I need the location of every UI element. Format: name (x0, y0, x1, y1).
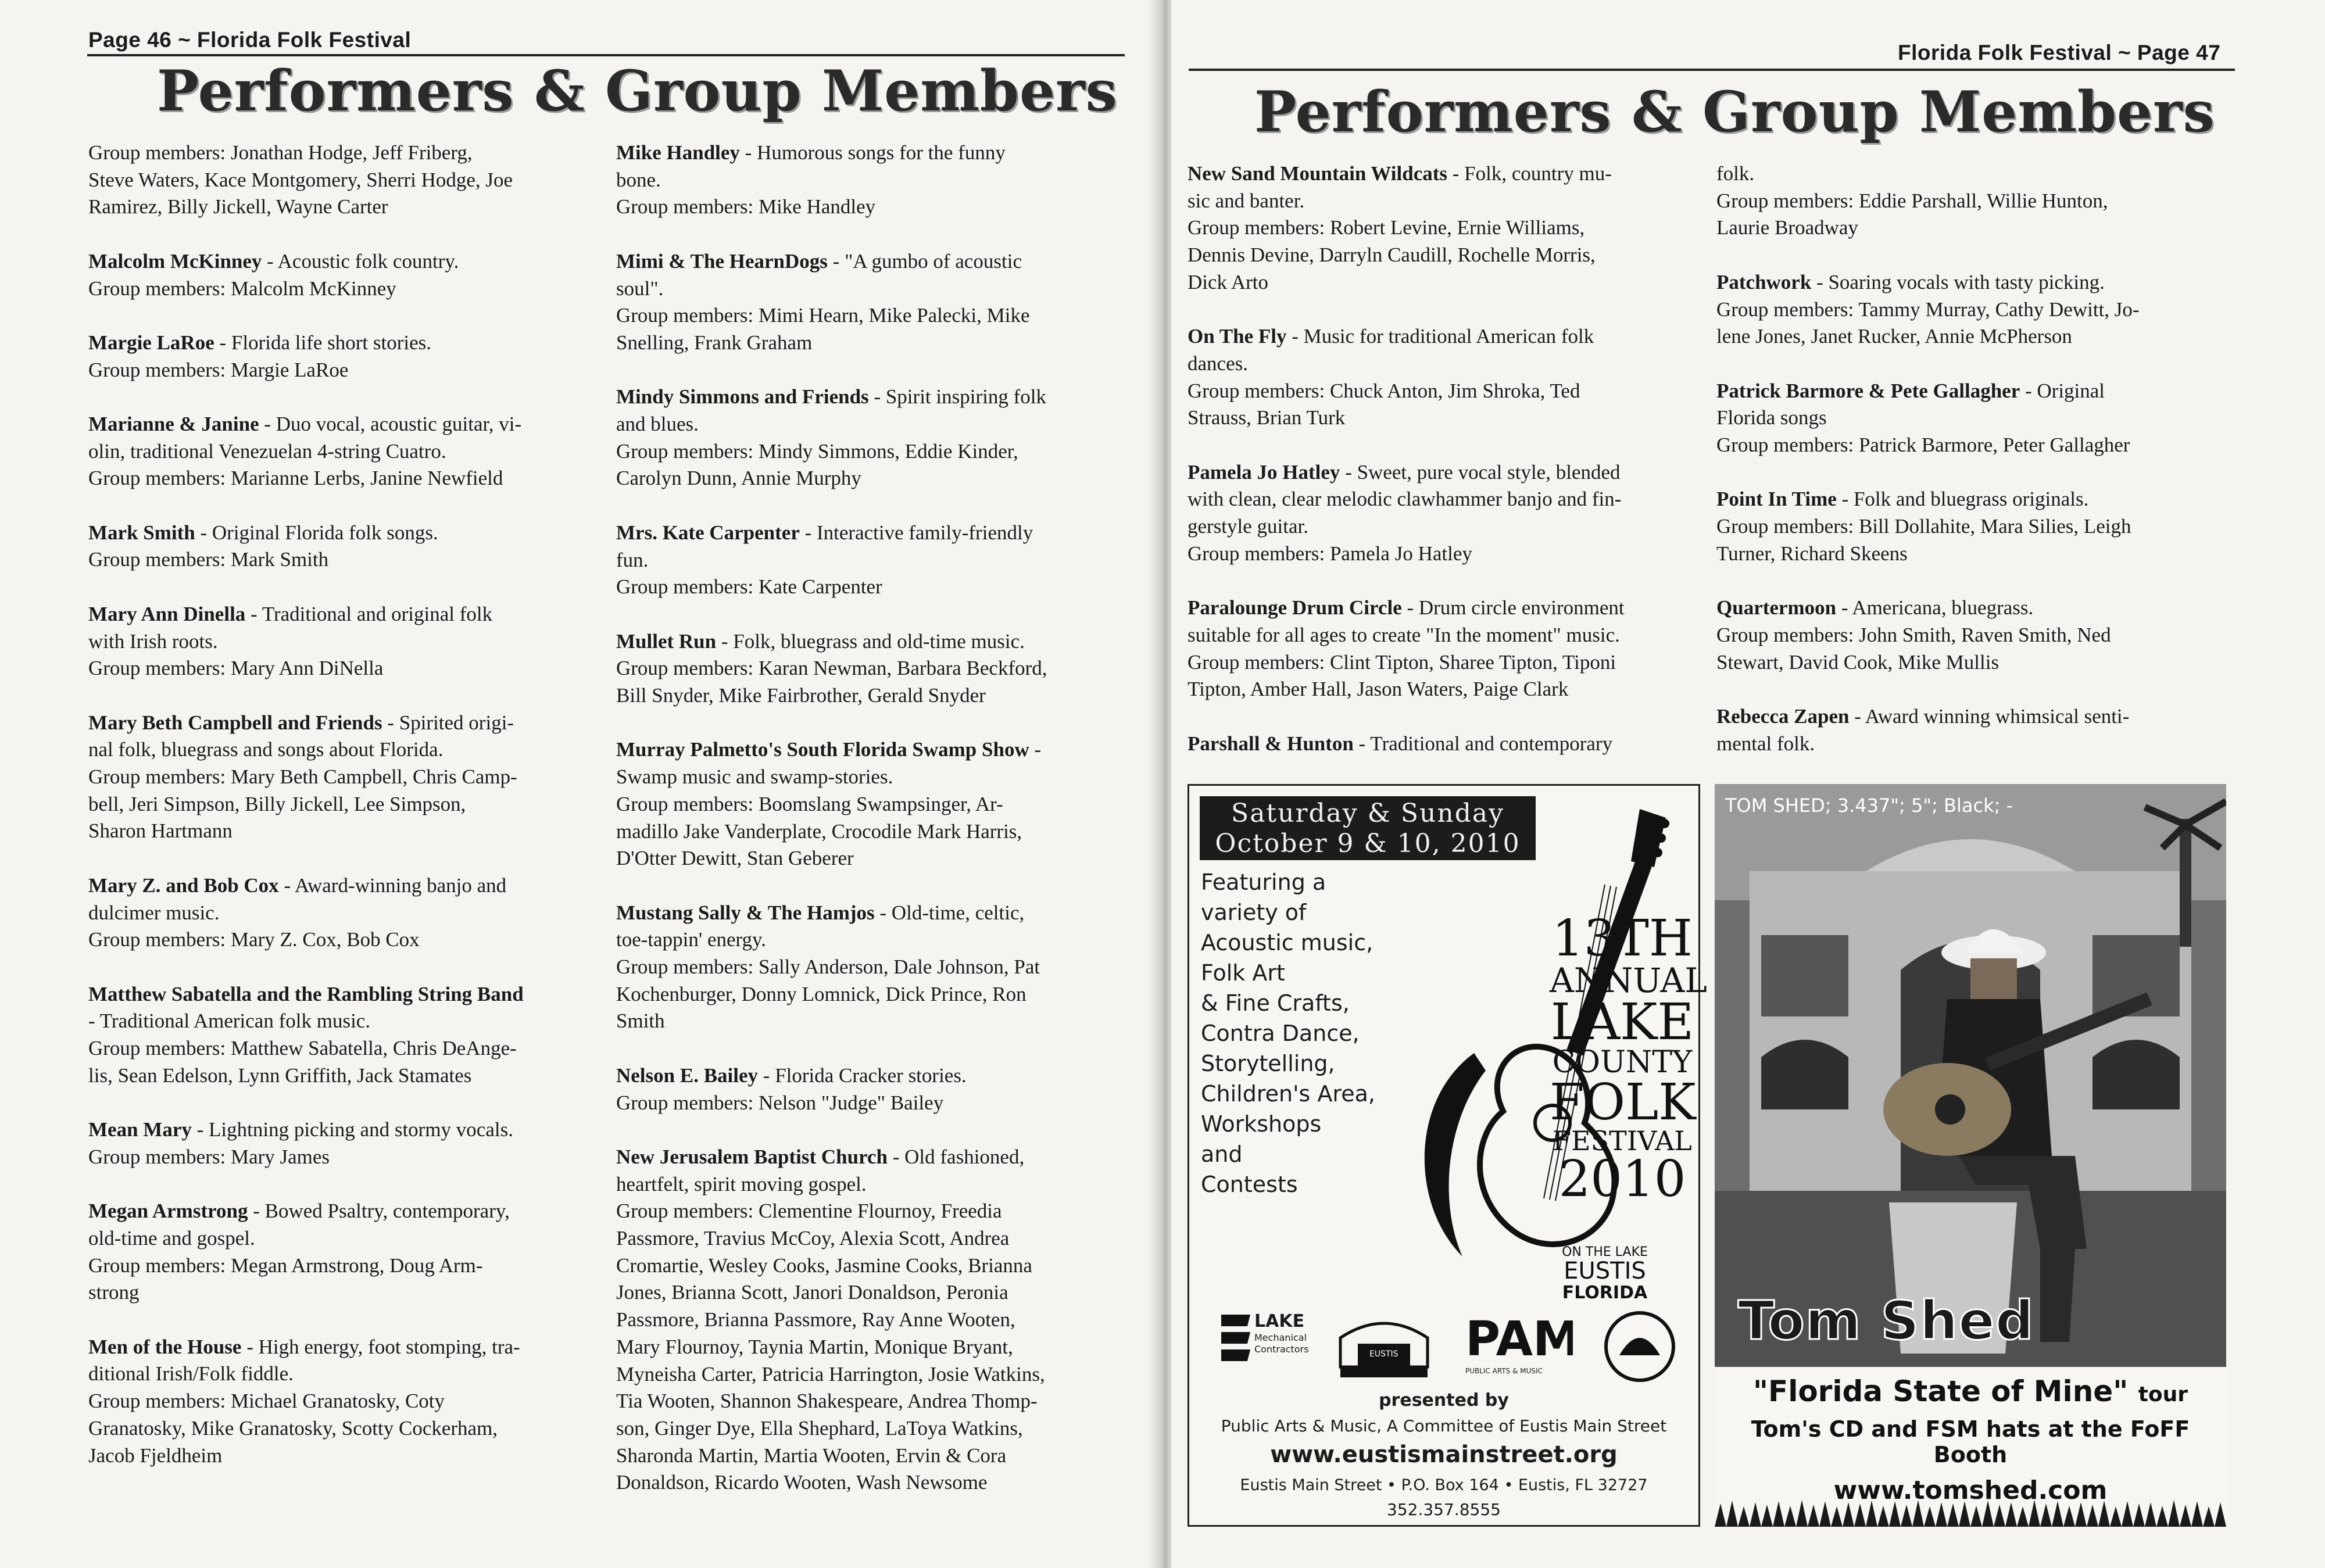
left-page (0, 0, 1160, 1568)
header-rule (87, 54, 1125, 56)
performer-description: - Humorous songs for the funny (739, 141, 1006, 164)
performer-entry (616, 1062, 1139, 1116)
performer-text-line: Group members: Sally Anderson, Dale Johnson, Pat (616, 955, 1040, 978)
performer-description: - Soaring vocals with tasty picking. (1811, 270, 2105, 293)
date-line-dates: October 9 & 10, 2010 (1215, 829, 1521, 858)
performer-text-line: D'Otter Dewitt, Stan Geberer (616, 847, 854, 870)
festival-location (1538, 1245, 1672, 1303)
performer-entry (88, 411, 600, 492)
feature-item: Folk Art (1201, 960, 1285, 986)
performer-heading-line (1716, 703, 2228, 731)
performer-heading-line (1187, 595, 1711, 622)
festival-folk: FOLK (1550, 1073, 1696, 1132)
performer-text-line: sic and banter. (1187, 189, 1305, 212)
performer-name: Mindy Simmons and Friends (616, 385, 869, 409)
tom-shed-website: www.tomshed.com (1833, 1476, 2108, 1505)
performer-heading-line (616, 1062, 1139, 1090)
feature-item: and (1201, 1141, 1243, 1167)
performer-name: Murray Palmetto's South Florida Swamp Show (616, 738, 1029, 761)
performer-description: - Traditional and original folk (245, 602, 493, 625)
performer-description: - Florida Cracker stories. (758, 1064, 967, 1087)
festival-name-block (1550, 910, 1707, 1208)
performer-entry (88, 248, 600, 302)
festival-county: COUNTY (1552, 1045, 1693, 1080)
performer-name: Patrick Barmore & Pete Gallagher (1716, 379, 2020, 402)
performer-text-line: Donaldson, Ricardo Wooten, Wash Newsome (616, 1471, 988, 1494)
performer-text-line: toe-tappin' energy. (616, 928, 767, 951)
performer-heading-line (88, 601, 600, 628)
festival-website: www.eustismainstreet.org (1270, 1441, 1618, 1468)
performer-text-line: dulcimer music. (88, 901, 220, 924)
performer-text-line: Laurie Broadway (1716, 216, 1858, 239)
performer-description: - Award-winning banjo and (278, 874, 507, 897)
performer-name: Matthew Sabatella and the Rambling String Band (88, 982, 524, 1005)
performer-description: - Old-time, celtic, (874, 901, 1025, 924)
performer-text-line: Sharon Hartmann (88, 819, 233, 843)
location-state: FLORIDA (1562, 1283, 1648, 1303)
performer-heading-line (88, 1116, 600, 1144)
performer-text-line: lene Jones, Janet Rucker, Annie McPherson (1716, 325, 2072, 348)
performer-heading-line (616, 1144, 1139, 1171)
performer-text-line: Sharonda Martin, Martia Wooten, Ervin & Cora (616, 1444, 1007, 1467)
performer-text-line: Carolyn Dunn, Annie Murphy (616, 467, 861, 490)
performer-text-line: Cromartie, Wesley Cooks, Jasmine Cooks, Brianna (616, 1254, 1032, 1277)
presenter-name: Public Arts & Music, A Committee of Eustis Main Street (1221, 1416, 1667, 1435)
performer-name: Patchwork (1716, 270, 1812, 293)
performer-description: - Florida life short stories. (214, 331, 432, 354)
performer-description: - Bowed Psaltry, contemporary, (248, 1200, 510, 1223)
performer-text-line: Tipton, Amber Hall, Jason Waters, Paige Clark (1187, 678, 1569, 701)
festival-festival: FESTIVAL (1553, 1125, 1692, 1157)
performer-text-line: Snelling, Frank Graham (616, 331, 813, 354)
feature-item: variety of (1201, 900, 1307, 925)
performer-text-line: with clean, clear melodic clawhammer banjo and fin- (1187, 488, 1622, 511)
performer-entry (616, 736, 1139, 872)
performer-entry (616, 139, 1139, 221)
performer-text-line: mental folk. (1716, 732, 1815, 755)
performer-heading-line (88, 872, 600, 900)
performer-entry (88, 520, 600, 574)
performer-text-line: Smith (616, 1009, 665, 1033)
performer-heading-line (88, 330, 600, 357)
performer-name: On The Fly (1187, 325, 1287, 348)
performer-heading-line (1187, 731, 1711, 758)
left-column-1 (88, 139, 600, 1497)
performer-text-line: Group members: Robert Levine, Ernie Williams, (1187, 216, 1585, 239)
date-line-days: Saturday & Sunday (1231, 799, 1504, 828)
performer-text-line: Passmore, Travius McCoy, Alexia Scott, Andrea (616, 1227, 1010, 1250)
right-column-1 (1187, 160, 1711, 785)
performer-text-line: madillo Jake Vanderplate, Crocodile Mark Harris, (616, 819, 1022, 843)
right-column-2 (1716, 160, 2228, 785)
performer-text-line: suitable for all ages to create "In the moment" music. (1187, 623, 1620, 646)
feature-item: Workshops (1201, 1111, 1322, 1137)
performer-text-line: nal folk, bluegrass and songs about Florida. (88, 738, 443, 761)
performer-name: Mrs. Kate Carpenter (616, 521, 800, 544)
ad-slug-text: TOM SHED; 3.437"; 5"; Black; - (1725, 794, 2013, 817)
performer-text-line: with Irish roots. (88, 629, 218, 653)
performer-description: - Traditional and contemporary (1353, 732, 1613, 755)
performer-description: - "A gumbo of acoustic (827, 249, 1022, 273)
performer-entry (1187, 160, 1711, 296)
performer-name: Mimi & The HearnDogs (616, 249, 828, 273)
performer-text-line: Turner, Richard Skeens (1716, 542, 1908, 565)
performer-heading-line (616, 520, 1139, 547)
tom-shed-tagline-block (1715, 1371, 2226, 1505)
page-title: Performers & Group Members (157, 58, 1118, 124)
performer-text-line: Mary Flournoy, Taynia Martin, Monique Bryant, (616, 1335, 1013, 1358)
performer-heading-line (616, 139, 1139, 167)
performer-text-line: Group members: Mary James (88, 1145, 330, 1168)
performer-name: Mullet Run (616, 629, 717, 653)
eustis-theater-logo: EUSTIS (1335, 1309, 1433, 1384)
festival-features-list (1201, 867, 1393, 1200)
performer-description: - Duo vocal, acoustic guitar, vi- (259, 412, 522, 435)
performer-name: Pamela Jo Hatley (1187, 460, 1340, 484)
performer-text-line: Group members: Eddie Parshall, Willie Hunton, (1716, 189, 2108, 212)
performer-text-line: folk. (1716, 162, 1755, 185)
performer-text-line: strong (88, 1281, 140, 1304)
performer-heading-line (88, 1198, 600, 1225)
performer-text-line: Group members: Karan Newman, Barbara Beckford, (616, 657, 1047, 680)
performer-text-line: Group members: Marianne Lerbs, Janine Newfield (88, 467, 503, 490)
performer-entry (1716, 160, 2228, 242)
feature-item: Contests (1201, 1172, 1298, 1197)
performer-entry (1716, 486, 2228, 567)
performer-text-line: Myneisha Carter, Patricia Harrington, Josie Watkins, (616, 1362, 1045, 1386)
tom-shed-name: Tom Shed (1738, 1290, 2034, 1352)
performer-entry (1716, 269, 2228, 350)
festival-year: 2010 (1558, 1150, 1686, 1208)
performer-entry (88, 981, 600, 1090)
performer-text-line: Stewart, David Cook, Mike Mullis (1716, 650, 2000, 674)
performer-name: New Sand Mountain Wildcats (1187, 162, 1448, 185)
performer-description: - Interactive family-friendly (799, 521, 1033, 544)
festival-annual: ANNUAL (1550, 961, 1707, 1000)
performer-text-line: Dennis Devine, Darryln Caudill, Rochelle Morris, (1187, 244, 1596, 267)
performer-heading-line (616, 384, 1139, 411)
performer-text-line: - Traditional American folk music. (88, 1009, 371, 1033)
performer-text-line: heartfelt, spirit moving gospel. (616, 1172, 867, 1195)
performer-heading-line (616, 900, 1139, 927)
performer-entry (616, 1144, 1139, 1497)
performer-description: - Folk, country mu- (1447, 162, 1612, 185)
svg-text:PAM: PAM (1465, 1312, 1573, 1367)
performer-text-line: Tia Wooten, Shannon Shakespeare, Andrea Thomp- (616, 1390, 1038, 1413)
performer-text-line: olin, traditional Venezuelan 4-string Cuatro. (88, 439, 446, 463)
performer-text-line: Dick Arto (1187, 270, 1269, 293)
performer-entry (88, 710, 600, 846)
performer-text-line: Group members: Mindy Simmons, Eddie Kinder, (616, 439, 1018, 463)
performer-text-line: dances. (1187, 352, 1248, 375)
performer-name: Mean Mary (88, 1118, 192, 1141)
performer-text-line: Group members: Nelson "Judge" Bailey (616, 1091, 944, 1114)
performer-text-line: Group members: Boomslang Swampsinger, Ar- (616, 792, 1003, 815)
performer-entry (616, 520, 1139, 601)
performer-heading-line (1716, 486, 2228, 513)
performer-text-line: son, Ginger Dye, Ella Shephard, LaToya Watkins, (616, 1416, 1023, 1440)
feature-item: Children's Area, (1201, 1081, 1375, 1107)
performer-entry (616, 384, 1139, 492)
performer-text-line: Group members: Megan Armstrong, Doug Arm- (88, 1254, 483, 1277)
performer-description: - Drum circle environment (1401, 596, 1625, 620)
performer-text-line: Group members: Mike Handley (616, 195, 876, 219)
performer-description: - (1029, 738, 1042, 761)
performer-entry (616, 900, 1139, 1036)
left-column-2 (616, 139, 1139, 1524)
performer-description: - Old fashioned, (887, 1145, 1025, 1168)
performer-entry (88, 1198, 600, 1306)
performer-text-line: Jones, Brianna Scott, Janori Donaldson, Peronia (616, 1281, 1008, 1304)
performer-text-line: old-time and gospel. (88, 1226, 255, 1250)
presented-by-label: presented by (1379, 1390, 1509, 1411)
performer-text-line: Group members: Clint Tipton, Sharee Tipton, Tiponi (1187, 650, 1616, 674)
performer-description: - Lightning picking and stormy vocals. (191, 1118, 513, 1141)
performer-heading-line (1716, 269, 2228, 296)
performer-heading-line (616, 248, 1139, 275)
performer-description: - Sweet, pure vocal style, blended (1340, 460, 1621, 484)
performer-description: - Acoustic folk country. (262, 249, 459, 273)
performer-text-line: lis, Sean Edelson, Lynn Griffith, Jack Stamates (88, 1064, 472, 1087)
performer-description: - Folk and bluegrass originals. (1836, 488, 2089, 511)
performer-entry (1187, 323, 1711, 432)
performer-name: Megan Armstrong (88, 1200, 248, 1223)
performer-text-line: Group members: Margie LaRoe (88, 358, 349, 381)
performer-heading-line (88, 710, 600, 737)
sponsor-logos (1218, 1309, 1677, 1384)
performer-name: Mary Beth Campbell and Friends (88, 711, 382, 734)
public-arts-music-logo: PAM PUBLIC ARTS & MUSIC (1462, 1309, 1573, 1384)
performer-name: Nelson E. Bailey (616, 1064, 759, 1087)
performer-text-line: Kochenburger, Donny Lomnick, Dick Prince, Ron (616, 982, 1026, 1005)
performer-name: Margie LaRoe (88, 331, 214, 354)
performer-text-line: and blues. (616, 413, 699, 435)
presented-by-block (1189, 1390, 1698, 1519)
performer-heading-line (88, 520, 600, 547)
feature-item: Contra Dance, (1201, 1021, 1360, 1046)
feature-item: Featuring a (1201, 869, 1326, 895)
performer-description: - Folk, bluegrass and old-time music. (716, 629, 1025, 653)
performer-heading-line (616, 628, 1139, 656)
performer-text-line: Ramirez, Billy Jickell, Wayne Carter (88, 195, 388, 219)
performer-heading-line (616, 736, 1139, 764)
performer-description: - Music for traditional American folk (1286, 325, 1594, 348)
page-title: Performers & Group Members (1254, 79, 2215, 145)
performer-description: - High energy, foot stomping, tra- (241, 1335, 520, 1358)
performer-name: Men of the House (88, 1335, 242, 1358)
performer-text-line: Bill Snyder, Mike Fairbrother, Gerald Snyder (616, 684, 986, 707)
performer-entry (88, 872, 600, 954)
performer-text-line: gerstyle guitar. (1187, 515, 1309, 538)
performer-text-line: Florida songs (1716, 406, 1827, 429)
performer-text-line: Group members: Mimi Hearn, Mike Palecki, Mike (616, 304, 1030, 327)
performer-entry (616, 628, 1139, 710)
running-head: Page 46 ~ Florida Folk Festival (88, 28, 412, 52)
performer-name: Point In Time (1716, 488, 1837, 511)
performer-description: - Original (2020, 379, 2105, 402)
performer-text-line: Group members: Clementine Flournoy, Freedia (616, 1200, 1002, 1223)
performer-name: Mary Ann Dinella (88, 602, 246, 625)
performer-text-line: Group members: Tammy Murray, Cathy Dewitt, Jo- (1716, 298, 2140, 321)
performer-entry (1187, 459, 1711, 568)
performer-text-line: Group members: Pamela Jo Hatley (1187, 542, 1472, 565)
performer-text-line: Group members: Michael Granatosky, Coty (88, 1390, 445, 1413)
performer-entry (1187, 595, 1711, 703)
location-city: EUSTIS (1564, 1258, 1646, 1284)
performer-text-line: soul". (616, 277, 664, 300)
feature-item: & Fine Crafts, (1201, 990, 1350, 1016)
performer-text-line: Group members: Chuck Anton, Jim Shroka, Ted (1187, 379, 1580, 402)
performer-text-line: Group members: Mary Ann DiNella (88, 657, 384, 680)
lake-mechanical-logo: LAKE Mechanical Contractors (1218, 1309, 1311, 1384)
performer-text-line: Group members: John Smith, Raven Smith, Ned (1716, 623, 2111, 646)
performer-text-line: Group members: Patrick Barmore, Peter Gallagher (1716, 434, 2130, 456)
feature-item: Storytelling, (1201, 1051, 1335, 1076)
performer-description: - Original Florida folk songs. (195, 521, 438, 544)
performer-text-line: bone. (616, 168, 661, 191)
performer-text-line: Steve Waters, Kace Montgomery, Sherri Hodge, Joe (88, 168, 513, 191)
performer-text-line: Strauss, Brian Turk (1187, 406, 1346, 429)
cd-hats-line: Tom's CD and FSM hats at the FoFF Booth (1751, 1416, 2190, 1467)
performer-text-line: Passmore, Brianna Passmore, Ray Anne Wooten, (616, 1308, 1015, 1331)
performer-text-line: ditional Irish/Folk fiddle. (88, 1362, 294, 1386)
performer-heading-line (1716, 595, 2228, 622)
performer-description: - Spirit inspiring folk (868, 385, 1046, 409)
performer-heading-line (1716, 378, 2228, 405)
performer-entry (88, 601, 600, 682)
performer-heading-line (88, 981, 600, 1008)
performer-text-line: Group members: Malcolm McKinney (88, 277, 396, 300)
festival-edition: 13TH (1552, 910, 1693, 968)
performer-name: New Jerusalem Baptist Church (616, 1145, 888, 1168)
feature-item: Acoustic music, (1201, 930, 1373, 955)
performer-text-line: Group members: Mary Beth Campbell, Chris Camp- (88, 765, 517, 789)
performer-heading-line (88, 248, 600, 275)
performer-name: Quartermoon (1716, 596, 1837, 620)
performer-entry (1716, 378, 2228, 459)
performer-entry (88, 330, 600, 384)
tagline-main: "Florida State of Mine" (1752, 1374, 2129, 1408)
performer-text-line: Group members: Mark Smith (88, 548, 329, 571)
performer-name: Mike Handley (616, 141, 740, 164)
performer-entry (616, 248, 1139, 357)
location-small: ON THE LAKE (1562, 1245, 1648, 1259)
festival-lake: LAKE (1550, 993, 1694, 1051)
running-head: Florida Folk Festival ~ Page 47 (1898, 41, 2221, 65)
performer-text-line: Group members: Mary Z. Cox, Bob Cox (88, 928, 420, 951)
performer-entry (88, 1116, 600, 1170)
eustis-seal-logo (1602, 1309, 1677, 1384)
performer-entry (1187, 731, 1711, 758)
performer-name: Marianne & Janine (88, 412, 259, 435)
performer-text-line: fun. (616, 548, 649, 571)
performer-text-line: Group members: Matthew Sabatella, Chris DeAnge- (88, 1037, 517, 1060)
grass-border (1715, 1498, 2226, 1527)
performer-text-line: Group members: Jonathan Hodge, Jeff Friberg, (88, 141, 473, 164)
performer-heading-line (88, 411, 600, 438)
performer-text-line: Group members: Bill Dollahite, Mara Silies, Leigh (1716, 515, 2131, 538)
tom-shed-photo (1715, 784, 2226, 1367)
performer-entry (1716, 595, 2228, 676)
performer-entry (1716, 703, 2228, 757)
performer-name: Rebecca Zapen (1716, 704, 1850, 728)
performer-entry (88, 139, 600, 221)
festival-address: Eustis Main Street • P.O. Box 164 • Eustis, FL 32727 (1240, 1476, 1648, 1494)
festival-phone: 352.357.8555 (1387, 1500, 1501, 1519)
folk-festival-ad (1187, 784, 1707, 1527)
performer-text-line: Jacob Fjeldheim (88, 1444, 223, 1467)
performer-name: Mary Z. and Bob Cox (88, 874, 279, 897)
performer-heading-line (88, 1334, 600, 1361)
performer-heading-line (1187, 323, 1711, 350)
performer-name: Paralounge Drum Circle (1187, 596, 1402, 620)
tom-shed-ad (1715, 784, 2226, 1527)
performer-description: - Award winning whimsical senti- (1849, 704, 2130, 728)
performer-name: Malcolm McKinney (88, 249, 262, 273)
header-rule (1189, 69, 2235, 71)
performer-text-line: Group members: Kate Carpenter (616, 575, 882, 599)
performer-description: - Spirited origi- (382, 711, 514, 734)
tagline-tour: tour (2138, 1383, 2188, 1406)
performer-heading-line (1187, 459, 1711, 486)
performer-text-line: Swamp music and swamp-stories. (616, 765, 893, 789)
performer-name: Parshall & Hunton (1187, 732, 1354, 755)
performer-heading-line (1187, 160, 1711, 188)
performer-text-line: bell, Jeri Simpson, Billy Jickell, Lee Simpson, (88, 792, 466, 815)
performer-name: Mark Smith (88, 521, 195, 544)
performer-text-line: Granatosky, Mike Granatosky, Scotty Cockerham, (88, 1416, 498, 1440)
performer-entry (88, 1334, 600, 1470)
performer-description: - Americana, bluegrass. (1836, 596, 2034, 620)
performer-name: Mustang Sally & The Hamjos (616, 901, 875, 924)
